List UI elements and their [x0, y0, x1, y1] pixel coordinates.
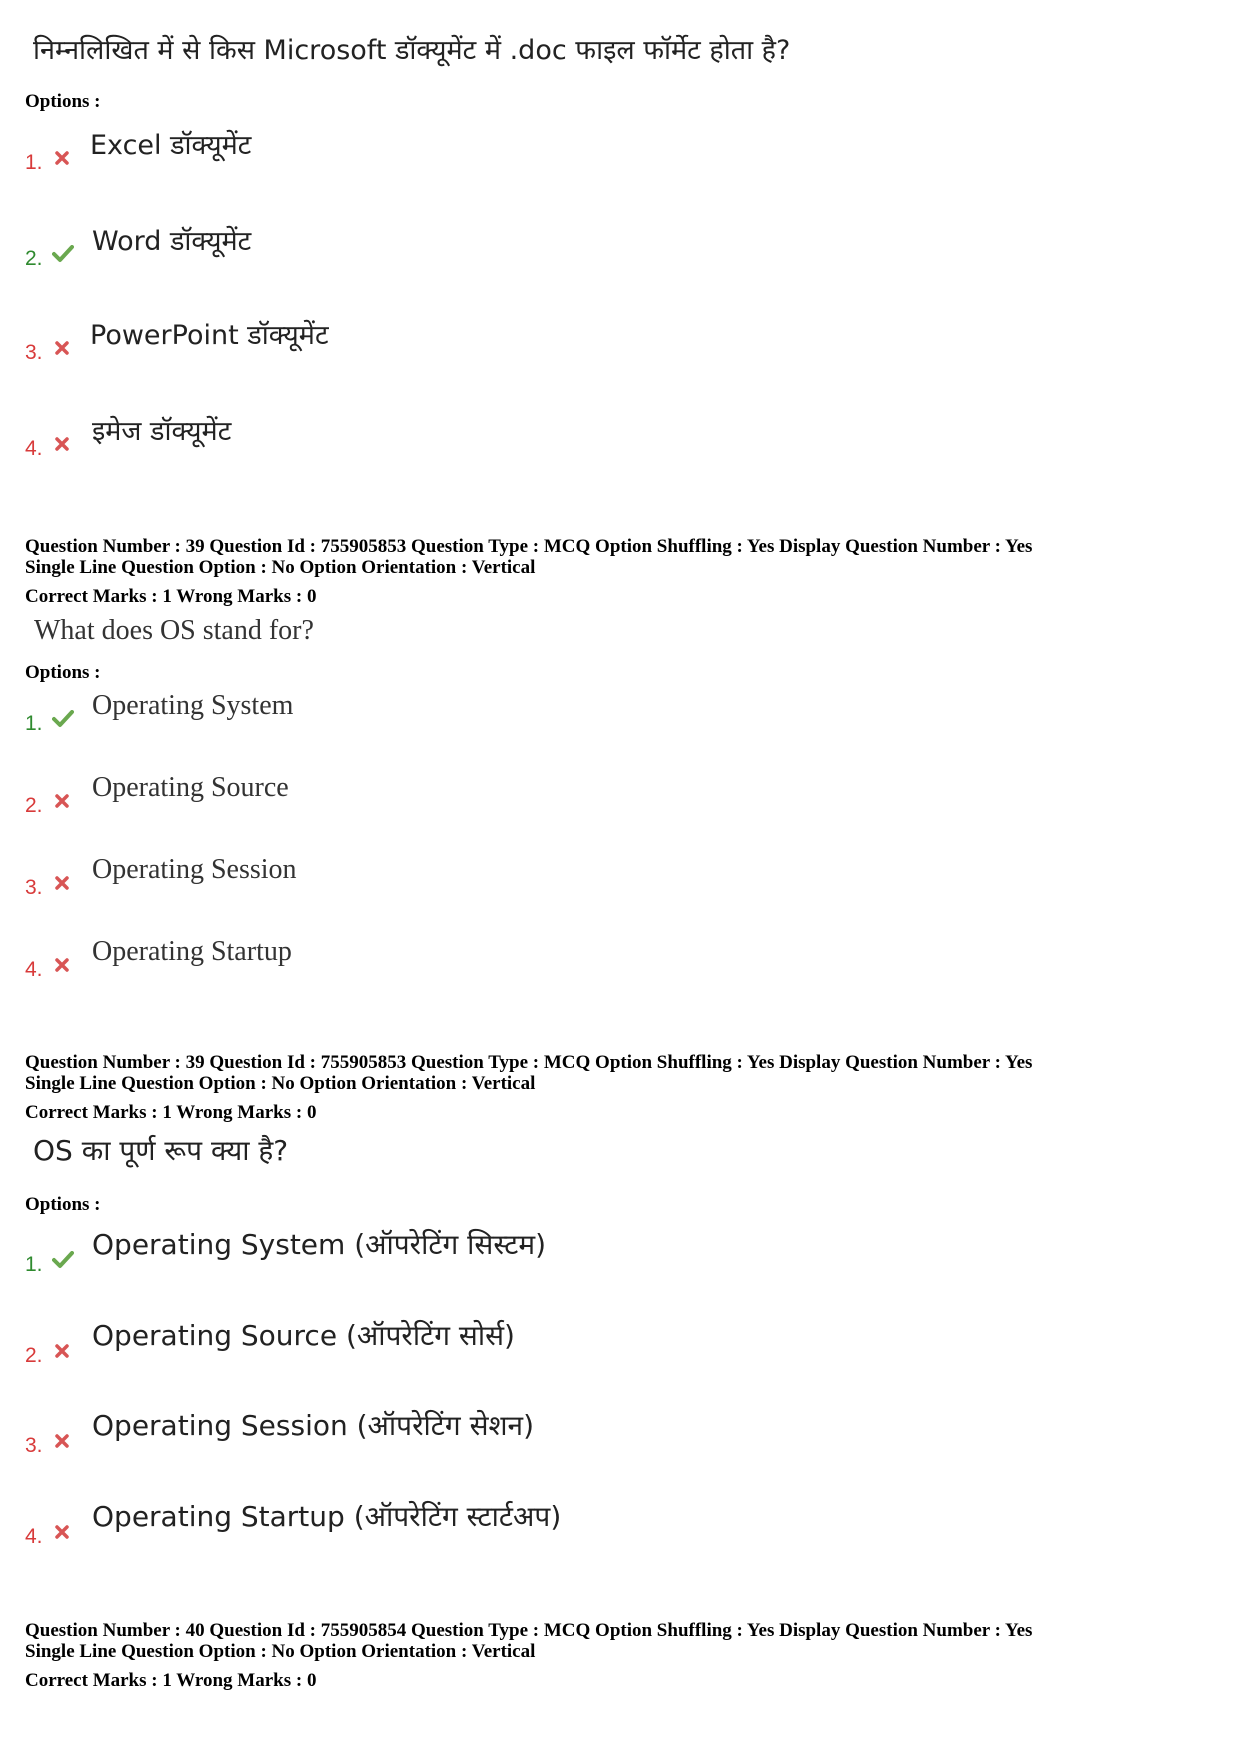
marks-line: Correct Marks : 1 Wrong Marks : 0: [25, 586, 317, 607]
question-meta-line: Single Line Question Option : No Option Orientation : Vertical: [25, 557, 536, 578]
option-number: 3.: [25, 341, 43, 364]
option-number: 4.: [25, 1525, 43, 1548]
option-text: Word डॉक्यूमेंट: [92, 226, 252, 257]
check-icon: [52, 245, 74, 263]
option-number: 2.: [25, 247, 43, 270]
check-icon: [52, 710, 74, 728]
option-text: Operating Session (ऑपरेटिंग सेशन): [92, 1409, 535, 1442]
question-meta-line: Question Number : 39 Question Id : 755905853 Question Type : MCQ Option Shuffling : Yes Display Question Number : Yes: [25, 536, 1033, 557]
question-meta-line: Single Line Question Option : No Option Orientation : Vertical: [25, 1641, 536, 1662]
cross-icon: [55, 876, 69, 890]
option-text: Operating Source (ऑपरेटिंग सोर्स): [92, 1319, 515, 1352]
option-text: Excel डॉक्यूमेंट: [90, 130, 252, 161]
option-text: Operating Source: [92, 772, 289, 803]
option-text: Operating System (ऑपरेटिंग सिस्टम): [92, 1228, 547, 1261]
question-text: निम्नलिखित में से किस Microsoft डॉक्यूमेंट में .doc फाइल फॉर्मेट होता है?: [33, 35, 791, 66]
cross-icon: [55, 1525, 69, 1539]
option-number: 2.: [25, 1344, 43, 1367]
option-text: इमेज डॉक्यूमेंट: [92, 416, 232, 447]
option-text: Operating Session: [92, 854, 297, 885]
cross-icon: [55, 794, 69, 808]
option-text: Operating System: [92, 690, 294, 721]
question-text: What does OS stand for?: [34, 615, 314, 646]
option-text: Operating Startup: [92, 936, 292, 967]
cross-icon: [55, 437, 69, 451]
option-number: 1.: [25, 1253, 43, 1276]
cross-icon: [55, 341, 69, 355]
cross-icon: [55, 1344, 69, 1358]
option-number: 1.: [25, 151, 43, 174]
cross-icon: [55, 958, 69, 972]
marks-line: Correct Marks : 1 Wrong Marks : 0: [25, 1102, 317, 1123]
options-label: Options :: [25, 1194, 101, 1215]
option-number: 2.: [25, 794, 43, 817]
cross-icon: [55, 151, 69, 165]
question-meta-line: Question Number : 39 Question Id : 755905853 Question Type : MCQ Option Shuffling : Yes Display Question Number : Yes: [25, 1052, 1033, 1073]
option-number: 3.: [25, 876, 43, 899]
question-meta-line: Question Number : 40 Question Id : 755905854 Question Type : MCQ Option Shuffling : Yes Display Question Number : Yes: [25, 1620, 1033, 1641]
options-label: Options :: [25, 91, 101, 112]
option-text: PowerPoint डॉक्यूमेंट: [90, 320, 329, 351]
question-text: OS का पूर्ण रूप क्या है?: [33, 1134, 289, 1167]
option-text: Operating Startup (ऑपरेटिंग स्टार्टअप): [92, 1500, 562, 1533]
question-meta-line: Single Line Question Option : No Option Orientation : Vertical: [25, 1073, 536, 1094]
option-number: 4.: [25, 958, 43, 981]
option-number: 1.: [25, 712, 43, 735]
option-number: 4.: [25, 437, 43, 460]
marks-line: Correct Marks : 1 Wrong Marks : 0: [25, 1670, 317, 1691]
check-icon: [52, 1251, 74, 1269]
option-number: 3.: [25, 1434, 43, 1457]
cross-icon: [55, 1434, 69, 1448]
options-label: Options :: [25, 662, 101, 683]
